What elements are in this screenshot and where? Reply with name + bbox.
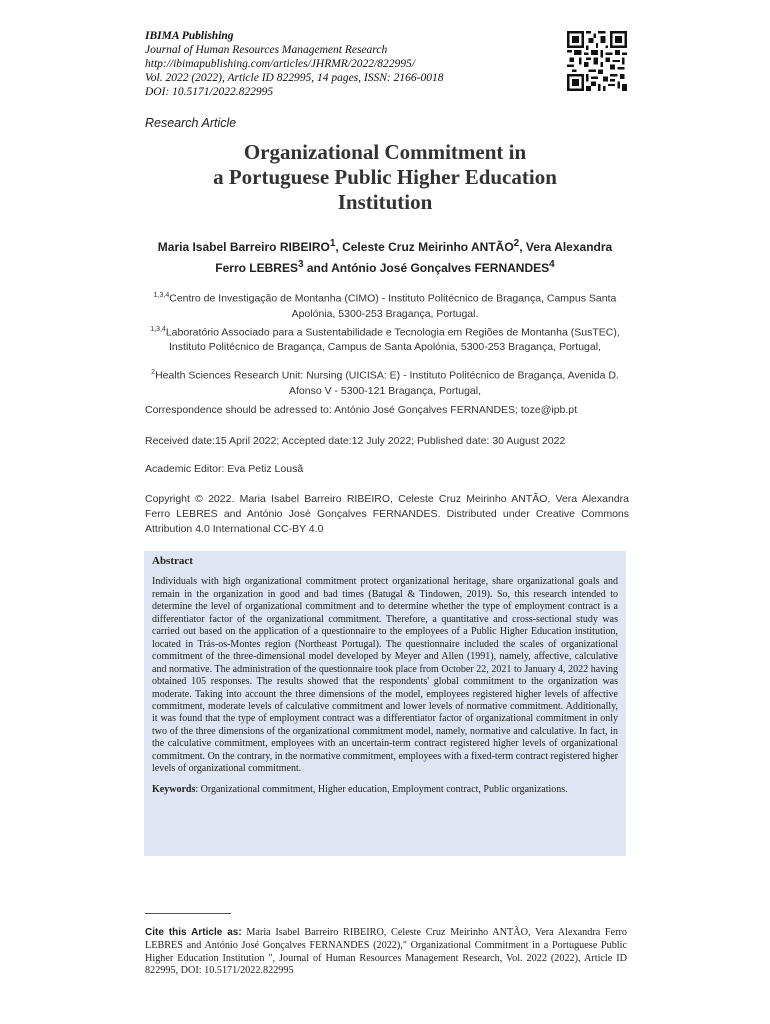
publisher-name: IBIMA Publishing <box>145 30 234 42</box>
affiliation <box>145 365 625 399</box>
author-name: Maria Isabel Barreiro RIBEIRO <box>157 240 330 254</box>
separator: , <box>519 240 523 254</box>
correspondence <box>145 403 629 418</box>
journal-name: Journal of Human Resources Management Research <box>145 44 388 56</box>
abstract-text: Individuals with high organizational commitment protect organizational heritage, share organizational goals and remain in the organization in good and bad times (Batugal & Tindowen, 2019). So, this research intended to determine the level of organizational commitment and to determine whether the type of employment contract is a differentiator factor of the organizational commitment. Therefore, a quantitative and cross-sectional study was carried out based on the application of a questionnaire to the employees of a Public Higher Education institution, located in Trás-os-Montes region (Northeast Portugal). The questionnaire included the scales of organizational commitment of the three-dimensional model developed by Meyer and Allen (1991), namely, affective, calculative and normative. The administration of the questionnaire took place from October 22, 2021 to January 4, 2022 having obtained 105 responses. The results showed that the respondents' global commitment to the organization was moderate. Taking into account the three dimensions of the model, employees registered higher levels of affective commitment, moderate levels of calculative commitment and lower levels of normative commitment. Additionally, it was found that the type of employment contract was a differentiator factor of organizational commitment in only two of the three dimensions of the organizational commitment model, namely, normative and calculative. In fact, in the calculative commitment, employees with an uncertain-term contract registered higher levels of organizational commitment. On the contrary, in the normative commitment, employees with a fixed-term contract registered higher levels of organizational commitment. <box>152 576 618 775</box>
citation <box>145 927 627 978</box>
conjunction: and <box>306 261 329 275</box>
abstract-heading: Abstract <box>152 555 193 567</box>
affiliation-text: Instituto Politécnico de Bragança, Campus de Santa Apolónia, 5300-253 Bragança, Portugal, <box>169 341 601 353</box>
title-line: a Portuguese Public Higher Education <box>213 165 557 189</box>
citation-label: Cite this Article as: <box>145 927 242 938</box>
title-line: Institution <box>337 190 433 214</box>
author-list <box>145 235 625 277</box>
author-name: António José Gonçalves FERNANDES <box>331 261 550 275</box>
academic-editor <box>145 462 629 477</box>
author-name: Vera Alexandra <box>525 240 613 254</box>
article-type: Research Article <box>145 116 237 130</box>
qr-code-icon <box>567 31 627 91</box>
affiliation-sup: 2 <box>151 369 156 376</box>
keywords-text: : Organizational commitment, Higher education, Employment contract, Public organizations. <box>195 783 568 795</box>
author-sup: 1 <box>329 238 336 249</box>
affiliation-text: Laboratório Associado para a Sustentabilidade e Tecnologia em Regiões de Montanha (SusTEC), <box>165 326 620 338</box>
author-sup: 3 <box>297 259 304 270</box>
volume-info: Vol. 2022 (2022), Article ID 822995, 14 pages, ISSN: 2166-0018 <box>145 72 444 84</box>
dates-text: Received date:15 April 2022; Accepted date:12 July 2022; Published date: 30 August 2022 <box>145 435 566 447</box>
correspondence-text: Correspondence should be adressed to: António José Gonçalves FERNANDES; toze@ipb.pt <box>145 404 578 416</box>
keywords-label: Keywords <box>152 783 196 795</box>
affiliation-sup: 1,3,4 <box>150 325 166 333</box>
author-name: Celeste Cruz Meirinho ANTÃO <box>342 240 514 254</box>
dates <box>145 434 629 449</box>
affiliation-sup: 1,3,4 <box>153 292 170 299</box>
copyright-text: Copyright © 2022. Maria Isabel Barreiro RIBEIRO, Celeste Cruz Meirinho ANTÃO, Vera Alexandra Ferro LEBRES and António José Gonçalves FERNANDES. Distributed under Creative Commons Attribution 4.0 International CC-BY 4.0 <box>145 493 629 535</box>
affiliation-text: Apolónia, 5300-253 Bragança, Portugal. <box>291 307 479 320</box>
citation-text: Maria Isabel Barreiro RIBEIRO, Celeste Cruz Meirinho ANTÃO, Vera Alexandra Ferro LEBRES and António José Gonçalves FERNANDES (2022)," Organizational Commitment in a Portuguese Public Higher Education Institution ", Journal of Human Resources Management Research, Vol. 2022 (2022), Article ID 822995, DOI: 10.5171/2022.822995 <box>145 927 627 977</box>
author-sup: 4 <box>549 259 555 270</box>
author-sup: 2 <box>513 238 520 249</box>
affiliation-text: Afonso V - 5300-121 Bragança, Portugal, <box>288 384 482 397</box>
affiliations <box>145 288 625 399</box>
affiliation <box>145 322 625 356</box>
doi: DOI: 10.5171/2022.822995 <box>145 86 274 98</box>
article-url[interactable]: http://ibimapublishing.com/articles/JHRMR/2022/822995/ <box>145 58 415 70</box>
affiliation-text: Health Sciences Research Unit: Nursing (UICISA: E) - Instituto Politécnico de Bragança, Avenida D. <box>155 369 619 382</box>
author-name: Ferro LEBRES <box>215 261 298 275</box>
editor-text: Academic Editor: Eva Petiz Lousã <box>145 463 304 475</box>
affiliation-text: Centro de Investigação de Montanha (CIMO) - Instituto Politécnico de Bragança, Campus Santa <box>169 292 617 305</box>
footnote-rule <box>145 913 231 914</box>
title-line: Organizational Commitment in <box>243 140 527 164</box>
affiliation <box>145 288 625 322</box>
keywords <box>152 784 618 796</box>
journal-header <box>145 29 565 99</box>
abstract-box <box>144 551 626 856</box>
separator: , <box>335 240 339 254</box>
paper-title <box>150 140 620 215</box>
copyright <box>145 492 629 537</box>
